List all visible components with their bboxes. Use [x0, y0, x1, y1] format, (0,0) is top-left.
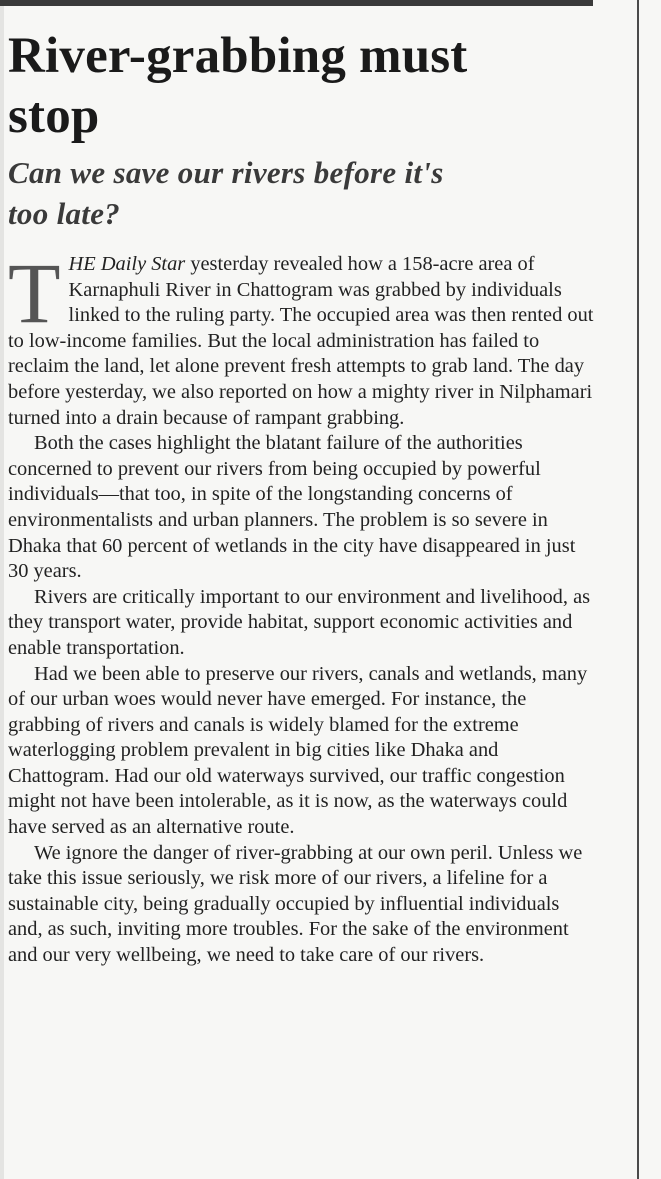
paragraph-2: Both the cases highlight the blatant failure of the authorities concerned to prevent our rivers from being occupied by powerful individuals—that too, in spite of the longstanding concerns of environmentalists and urban planners. The problem is so severe in Dhaka that 60 percent of wetlands in the city have disappeared in just 30 years. — [8, 432, 576, 583]
paragraph-1 — [8, 245, 594, 431]
article-body — [8, 245, 594, 969]
headline-line-2: stop — [8, 88, 100, 144]
subhead-line-2: too late? — [8, 196, 121, 231]
subhead-line-1: Can we save our rivers before it's — [8, 155, 444, 190]
headline-line-1: River-grabbing must — [8, 28, 468, 84]
column-divider — [637, 0, 639, 1179]
subheadline — [8, 152, 594, 234]
paragraph-3: Rivers are critically important to our environment and livelihood, as they transport water, provide habitat, support economic activities and enable transportation. — [8, 585, 591, 659]
headline — [8, 26, 594, 146]
editorial-article — [8, 26, 594, 969]
paragraph-5: We ignore the danger of river-grabbing at our own peril. Unless we take this issue seriously, we risk more of our rivers, a lifeline for a sustainable city, being gradually occupied by influential individuals and, as such, inviting more troubles. For the sake of the environment and our very wellbeing, we need to take care of our rivers. — [8, 841, 583, 967]
page-edge — [0, 0, 4, 1179]
publication-name: HE Daily Star — [68, 253, 186, 275]
paragraph-4: Had we been able to preserve our rivers, canals and wetlands, many of our urban woes would never have emerged. For instance, the grabbing of rivers and canals is widely blamed for the extreme waterlogging problem prevalent in big cities like Dhaka and Chattogram. Had our old waterways survived, our traffic congestion might not have been intolerable, as it is now, as the waterways could have served as an alternative route. — [8, 662, 588, 839]
paragraph-1-text: yesterday revealed how a 158-acre area of Karnaphuli River in Chattogram was grabbed by individuals linked to the ruling party. The occupied area was then rented out to low-income families. But the local administration has failed to reclaim the land, let alone prevent fresh attempts to grab land. The day before yesterday, we also reported on how a mighty river in Nilphamari turned into a drain because of rampant grabbing. — [8, 253, 594, 429]
drop-cap: T — [8, 245, 61, 341]
top-rule — [0, 0, 593, 6]
